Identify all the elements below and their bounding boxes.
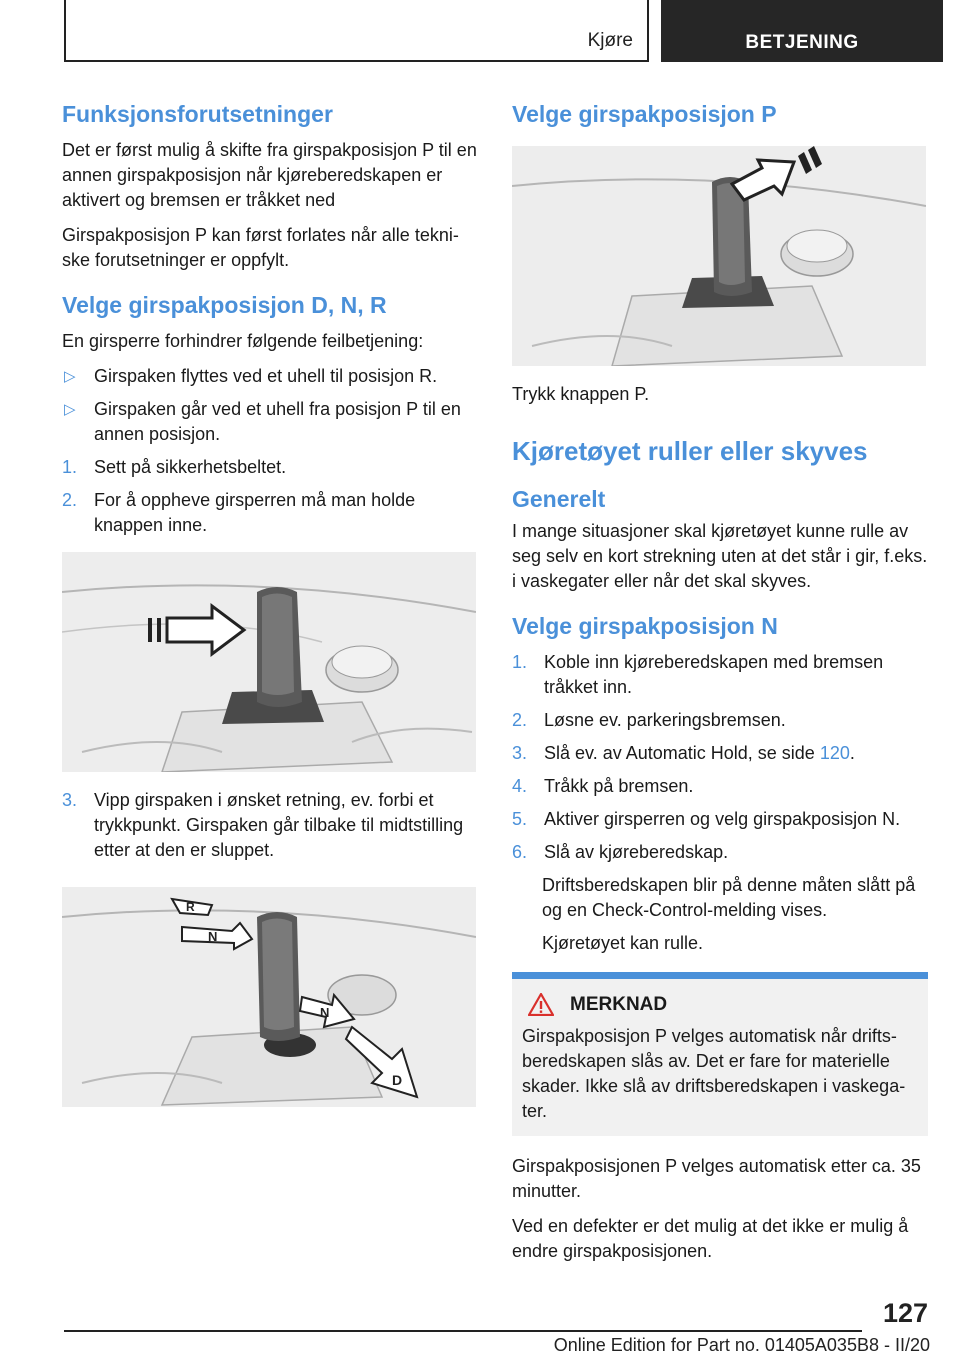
list-item: 2. Løsne ev. parkeringsbremsen. [512,710,786,730]
notice-heading [522,993,918,1016]
heading-select-dnr: Velge girspakposisjon D, N, R [62,292,387,318]
list-item: 3. Vipp girspaken i ønsket retning, ev. forbi et trykkpunkt. Girspaken går tilbake til midtstilling etter at den er sluppet. [62,790,464,860]
shift-label-d: D [392,1072,403,1088]
paragraph: Trykk knappen P. [512,384,650,404]
gear-lever-p-illustration [512,146,926,366]
gear-lever-direction-illustration [62,887,476,1107]
heading-vehicle-rolls: Kjøretøyet ruller eller skyves [512,436,868,466]
footer-edition: Online Edition for Part no. 01405A035B8 - II/20 [553,1335,930,1355]
header-chapter-box [64,0,649,62]
list-item: ▷ Girspaken går ved et uhell fra posisjon P til en annen posisjon. [64,399,461,444]
paragraph: Ved en defekter er det mulig at det ikke er mulig å endre girspakposisjonen. [512,1216,909,1261]
list-item: 1. Koble inn kjøreberedskapen med bremsen tråkket inn. [512,652,884,697]
page-number: 127 [882,1298,928,1328]
footer-divider [64,1330,862,1332]
bullet-triangle-icon: ▷ [64,368,76,385]
paragraph: Driftsberedskapen blir på denne måten slått på og en Check-Control-melding vises. [542,875,916,920]
paragraph: Girspakposisjon P kan først forlates når alle tekniske forutsetninger er oppfylt. [62,225,459,270]
header-chapter: Kjøre [587,30,633,51]
heading-general: Generelt [512,486,606,512]
paragraph: Kjøretøyet kan rulle. [542,933,704,953]
notice-title: MERKNAD [570,993,668,1015]
paragraph: Girspakposisjonen P velges automatisk etter ca. 35 minutter. [512,1156,921,1201]
bullet-triangle-icon: ▷ [64,401,76,418]
list-item: 2. For å oppheve girsperren må man holde knappen inne. [62,490,416,535]
list-item: 5. Aktiver girsperren og velg girspakposisjon N. [512,809,901,829]
notice-text: Girspakposisjon P velges automatisk når driftsberedskapen slås av. Det er fare for materielle skader. Ikke slå av driftsberedskapen i vaskegater. [522,1026,906,1121]
list-item: 3. Slå ev. av Automatic Hold, se side 120. [512,743,855,763]
notice-box [512,979,928,1136]
shift-label-n: N [208,929,218,944]
list-item: 1. Sett på sikkerhetsbeltet. [62,457,287,477]
heading-prerequisites: Funksjonsforutsetninger [62,101,333,127]
shift-label-r: R [186,900,195,914]
header-section: BETJENING [661,0,943,62]
right-column [512,100,928,1274]
paragraph: En girsperre forhindrer følgende feilbetjening: [62,331,424,351]
gear-lever-unlock-illustration [62,552,476,772]
paragraph: Det er først mulig å skifte fra girspakposisjon P til en annen girspakposisjon når kjøreberedskapen er aktivert og bremsen er tråkket ned [62,140,477,210]
page-link-120[interactable]: 120 [819,743,850,763]
left-column [62,100,478,1123]
list-item: 6. Slå av kjøreberedskap. [512,842,729,862]
heading-select-n: Velge girspakposisjon N [512,613,778,639]
heading-select-p: Velge girspakposisjon P [512,101,777,127]
warning-triangle-icon [528,993,554,1016]
note-accent-bar [512,972,928,979]
list-item: 4. Tråkk på bremsen. [512,776,694,796]
shift-label-n2: N [320,1005,330,1020]
list-item: ▷ Girspaken flyttes ved et uhell til posisjon R. [62,364,478,389]
paragraph: I mange situasjoner skal kjøretøyet kunne rulle av seg selv en kort strekning uten at det står i gir, f.eks. i vaskegater eller når det skal skyves. [512,521,928,591]
